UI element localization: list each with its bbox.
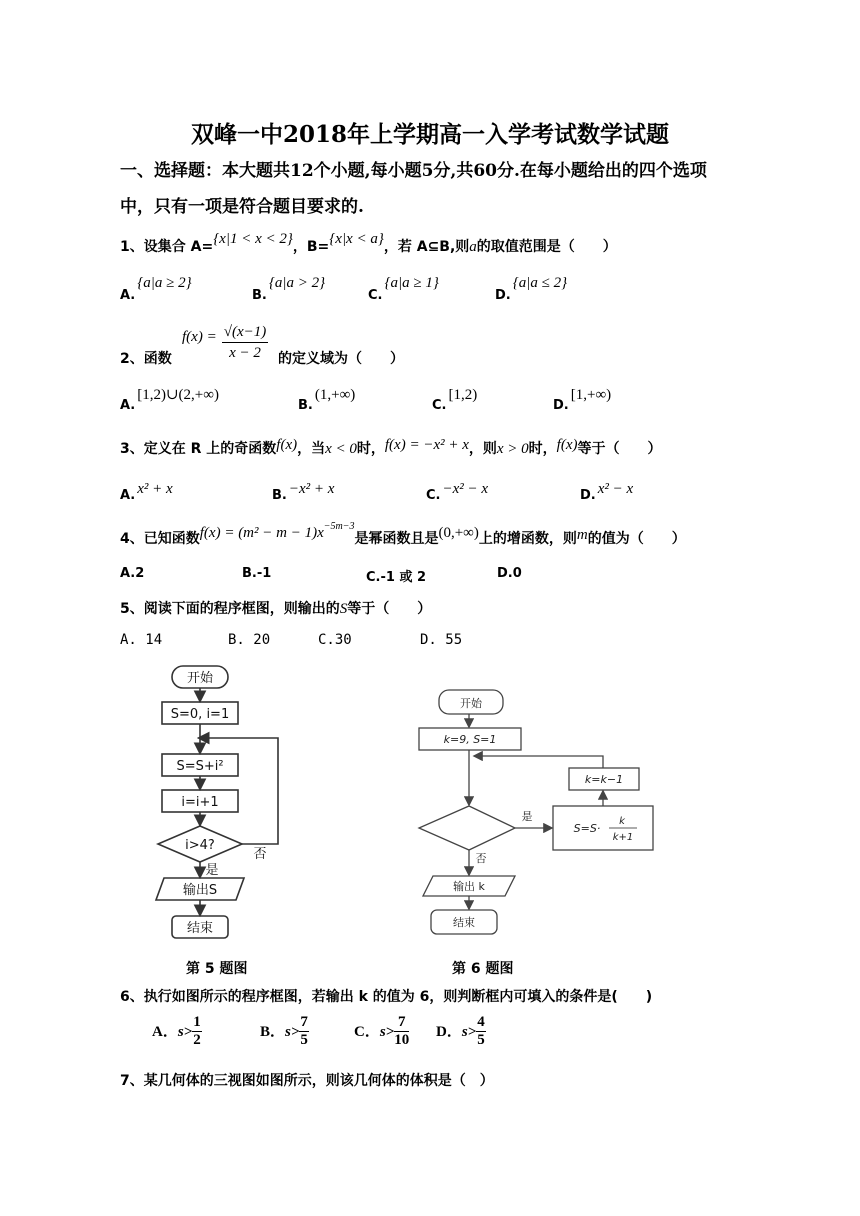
f6-frac-num: k xyxy=(619,816,625,827)
f5-end-label: 结束 xyxy=(186,921,214,936)
figure-5-caption: 第 5 题图 xyxy=(186,961,248,977)
f5-init-label: S=0, i=1 xyxy=(170,707,230,722)
f6-frac-den: k+1 xyxy=(612,832,634,843)
question-2-formula: f(x) = $\frac{√(x-1)}{x - 2}$ xyxy=(182,324,267,361)
q6-option-a: A．s> $\frac{1}{2}$ xyxy=(152,1014,201,1048)
figure-6-flowchart xyxy=(405,680,675,942)
q4-option-a: A.2 xyxy=(120,566,145,581)
q6-option-d: D．s> $\frac{4}{5}$ xyxy=(436,1014,485,1048)
q4-option-c: C.-1 或 2 xyxy=(366,570,427,585)
q5-option-d: D. 55 xyxy=(420,632,463,648)
f6-no-label: 否 xyxy=(475,852,487,865)
f5-no-label: 否 xyxy=(253,847,267,862)
q5-option-b: B. 20 xyxy=(228,632,271,648)
f6-yes-label: 是 xyxy=(521,810,533,823)
f5-yes-label: 是 xyxy=(205,863,219,878)
question-2-label: 2、函数 xyxy=(120,351,172,367)
question-1: 1、设集合 A={x|1 < x < 2}，B={x|x < a}，若 A⊆B,则a的取值范围是（ ） xyxy=(120,231,617,255)
q4-option-d: D.0 xyxy=(497,566,522,581)
q1-option-d: $_{D.}${a|a ≤ 2} xyxy=(495,275,568,303)
section-heading-line1: 一、选择题：本大题共12个小题,每小题5分,共60分.在每小题给出的四个选项 xyxy=(120,161,707,181)
f5-output-label: 输出S xyxy=(182,883,218,898)
question-5: 5、阅读下面的程序框图，则输出的S等于（ ） xyxy=(120,601,432,617)
f6-decr-label: k=k−1 xyxy=(584,773,624,786)
q1-option-a: $_{A.}${a|a ≥ 2} xyxy=(120,275,192,303)
f6-assign-label: S=S· xyxy=(573,822,601,835)
q6-option-b: B．s> $\frac{7}{5}$ xyxy=(260,1014,308,1048)
f5-cond-label: i>4? xyxy=(185,838,215,853)
f6-start-label: 开始 xyxy=(460,697,482,710)
q5-option-a: A. 14 xyxy=(120,632,163,648)
question-3: 3、定义在 R 上的奇函数f(x)，当x < 0时，f(x) = −x² + x，则x > 0时，f(x)等于（ ） xyxy=(120,437,662,457)
f6-assign-box xyxy=(553,806,653,850)
question-2-text: 的定义域为（ ） xyxy=(278,351,404,367)
figure-6-caption: 第 6 题图 xyxy=(452,961,514,977)
f5-start-label: 开始 xyxy=(186,671,214,686)
q4-option-b: B.-1 xyxy=(242,566,272,581)
f6-output-label: 输出 k xyxy=(453,880,485,893)
q3-option-d: $_{D.}$ x² − x xyxy=(580,481,634,503)
q6-option-c: C．s> $\frac{7}{10}$ xyxy=(354,1014,410,1048)
q2-option-d: $_{D.}$[1,+∞) xyxy=(553,387,612,413)
section-heading-line2: 中，只有一项是符合题目要求的. xyxy=(120,197,364,217)
q1-option-c: $_{C.}${a|a ≥ 1} xyxy=(368,275,439,303)
f6-cond-diamond xyxy=(419,806,515,850)
question-6: 6、执行如图所示的程序框图，若输出 k 的值为 6，则判断框内可填入的条件是( ) xyxy=(120,989,653,1005)
q3-option-c: $_{C.}$ −x² − x xyxy=(426,481,489,503)
question-4: 4、已知函数$f(x) = (m^2 - m - 1)x^{-5m-3}$是幂函数且是(0,+∞)上的增函数，则m的值为（ ） xyxy=(120,521,686,547)
q3-option-a: $_{A.}$ x² + x xyxy=(120,481,173,503)
f5-assign-label: S=S+i² xyxy=(176,759,224,774)
figure-5-flowchart xyxy=(120,660,360,950)
q1-option-b: $_{B.}${a|a > 2} xyxy=(252,275,326,303)
q5-option-c: C.30 xyxy=(318,632,352,648)
f5-incr-label: i=i+1 xyxy=(181,795,219,810)
f6-end-label: 结束 xyxy=(453,916,475,929)
q2-option-a: $_{A.}$[1,2)∪(2,+∞) xyxy=(120,387,219,413)
q3-option-b: $_{B.}$ −x² + x xyxy=(272,481,335,503)
f6-init-label: k=9, S=1 xyxy=(443,733,497,746)
page-title: 双峰一中2018年上学期高一入学考试数学试题 xyxy=(190,121,669,148)
q2-option-b: $_{B.}$(1,+∞) xyxy=(298,387,356,413)
question-7: 7、某几何体的三视图如图所示，则该几何体的体积是（ ） xyxy=(120,1073,494,1089)
q2-option-c: $_{C.}$[1,2) xyxy=(432,387,478,413)
